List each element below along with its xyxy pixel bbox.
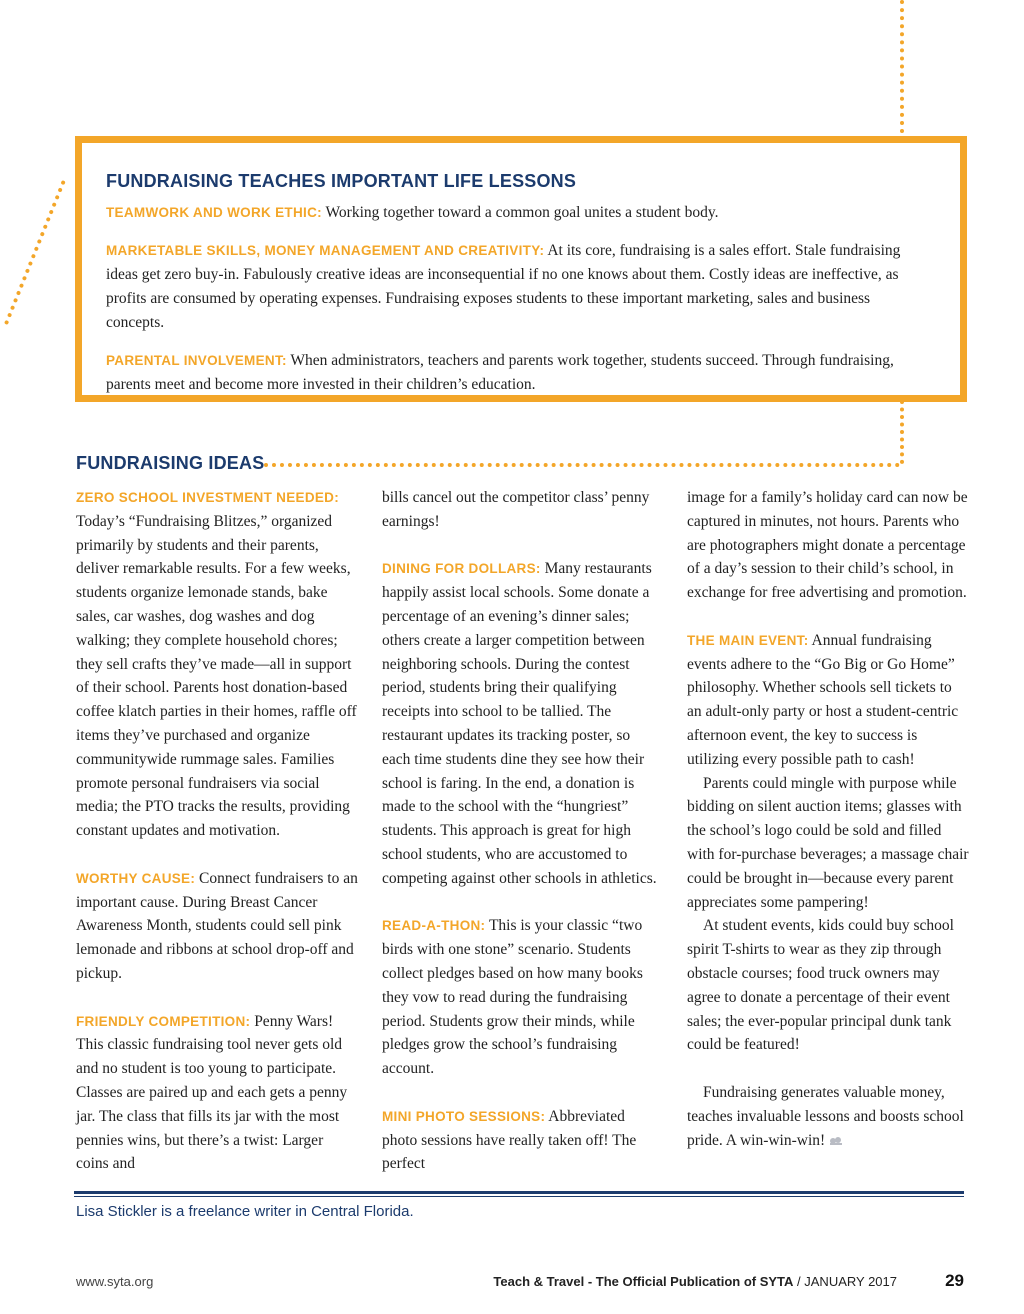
- article-column-1: [76, 486, 358, 1176]
- article-paragraph: [382, 1105, 662, 1176]
- decorative-dotted-line: [264, 463, 900, 467]
- article-paragraph: [76, 867, 358, 986]
- decorative-dotted-line: [4, 180, 66, 325]
- lesson-item: [106, 239, 926, 335]
- author-bio: Lisa Stickler is a freelance writer in Central Florida.: [76, 1203, 414, 1220]
- lesson-item: [106, 349, 926, 397]
- lesson-text: Working together toward a common goal unites a student body.: [321, 204, 719, 221]
- divider-rule-thin: [74, 1196, 964, 1197]
- syta-end-mark-icon: [829, 1136, 843, 1146]
- article-paragraph: [76, 1010, 358, 1177]
- paragraph-text: Abbreviated photo sessions have really taken off! The perfect: [382, 1107, 637, 1173]
- section-heading-zero-investment: ZERO SCHOOL INVESTMENT NEEDED:: [76, 490, 340, 505]
- lesson-heading: MARKETABLE SKILLS, MONEY MANAGEMENT AND CREATIVITY:: [106, 243, 545, 258]
- paragraph-text: Many restaurants happily assist local schools. Some donate a percentage of an evening’s dinner sales; others create a larger competition between neighboring schools. During the contest period, students bring their qualifying receipts into school to be tallied. The restaurant updates its tracking poster, so each time students dine they see how their school is faring. In the end, a donation is made to the school with the “hungriest” students. This approach is great for high school students, who are accustomed to competing against other schools in athletics.: [382, 560, 657, 887]
- article-paragraph: [687, 629, 969, 772]
- article-paragraph: image for a family’s holiday card can now be captured in minutes, not hours. Parents who are photographers might donate a percentage of a day’s session to their child’s school, in exchange for free advertising and promotion.: [687, 489, 968, 602]
- section-heading-main-event: THE MAIN EVENT:: [687, 632, 809, 648]
- life-lessons-title: FUNDRAISING TEACHES IMPORTANT LIFE LESSONS: [106, 171, 577, 191]
- section-heading-read-a-thon: READ-A-THON:: [382, 918, 486, 934]
- divider-rule-thick: [74, 1191, 964, 1194]
- paragraph-text: Annual fundraising events adhere to the “Go Big or Go Home” philosophy. Whether schools sell tickets to an adult-only party or host a student-centric afternoon event, the key to success is utilizing every possible path to cash!: [687, 631, 959, 768]
- paragraph-text: This is your classic “two birds with one stone” scenario. Students collect pledges based on how many books they vow to read during the fundraising period. Students grow their minds, while pledges grow the school’s fundraising account.: [382, 917, 643, 1078]
- article-column-3: [687, 486, 969, 1152]
- article-paragraph: [382, 914, 662, 1081]
- paragraph-text: Connect fundraisers to an important cause. During Breast Cancer Awareness Month, students could sell pink lemonade and ribbons at school drop-off and pickup.: [76, 869, 358, 982]
- section-heading-friendly-competition: FRIENDLY COMPETITION:: [76, 1013, 251, 1029]
- closing-text: Fundraising generates valuable money, teaches invaluable lessons and boosts school pride. A win-win-win!: [687, 1083, 964, 1149]
- lesson-text: When administrators, teachers and parents work together, students succeed. Through fundraising, parents meet and become more invested in their children’s education.: [106, 352, 894, 393]
- page-number: 29: [945, 1271, 964, 1290]
- article-paragraph: [76, 486, 358, 510]
- footer-publication: [493, 1274, 897, 1289]
- section-heading-mini-photo-sessions: MINI PHOTO SESSIONS:: [382, 1108, 546, 1124]
- life-lessons-content: [106, 171, 926, 411]
- publication-name: Teach & Travel - The Official Publication of SYTA: [493, 1274, 794, 1289]
- footer-website: www.syta.org: [76, 1274, 154, 1289]
- article-paragraph: bills cancel out the competitor class’ penny earnings!: [382, 489, 650, 530]
- article-paragraph: Today’s “Fundraising Blitzes,” organized primarily by students and their parents, deliver remarkable results. For a few weeks, students organize lemonade stands, bake sales, car washes, dog washes and dog walking; they complete household chores; they sell crafts they’ve made—all in support of their school. Parents host donation-based coffee klatch parties in their homes, raffle off items they’ve purchased and organize communitywide rummage sales. Families promote personal fundraisers via social media; the PTO tracks the results, providing constant updates and motivation.: [76, 512, 357, 840]
- paragraph-text: Penny Wars! This classic fundraising tool never gets old and no student is too young to participate. Classes are paired up and each gets a penny jar. The class that fills its jar with the most pennies wins, but there’s a twist: Larger coins and: [76, 1012, 348, 1173]
- lesson-text: At its core, fundraising is a sales effort. Stale fundraising ideas get zero buy-in. Fabulously creative ideas are inconsequential if no one knows about them. Costly ideas are ineffective, as profits are consumed by operating expenses. Fundraising exposes students to these important marketing, sales and business concepts.: [106, 242, 901, 331]
- lesson-item: [106, 201, 926, 225]
- article-paragraph: [382, 557, 662, 890]
- issue-date: / JANUARY 2017: [793, 1274, 897, 1289]
- article-paragraph: Parents could mingle with purpose while bidding on silent auction items; glasses with the school’s logo could be sold and filled with for-purchase beverages; a massage chair could be brought in—because every parent appreciates some pampering!: [687, 774, 969, 911]
- fundraising-ideas-title: FUNDRAISING IDEAS: [76, 453, 265, 473]
- article-paragraph: At student events, kids could buy school spirit T-shirts to wear as they zip through obstacle courses; food truck owners may agree to donate a percentage of their event sales; the ever-popular principal dunk tank could be featured!: [687, 917, 954, 1054]
- section-heading-dining-for-dollars: DINING FOR DOLLARS:: [382, 561, 541, 577]
- lesson-heading: TEAMWORK AND WORK ETHIC:: [106, 205, 322, 220]
- lesson-heading: PARENTAL INVOLVEMENT:: [106, 353, 287, 368]
- section-heading-worthy-cause: WORTHY CAUSE:: [76, 870, 196, 886]
- life-lessons-box: [75, 136, 967, 402]
- article-column-2: [382, 486, 662, 1176]
- article-paragraph: [687, 1081, 969, 1152]
